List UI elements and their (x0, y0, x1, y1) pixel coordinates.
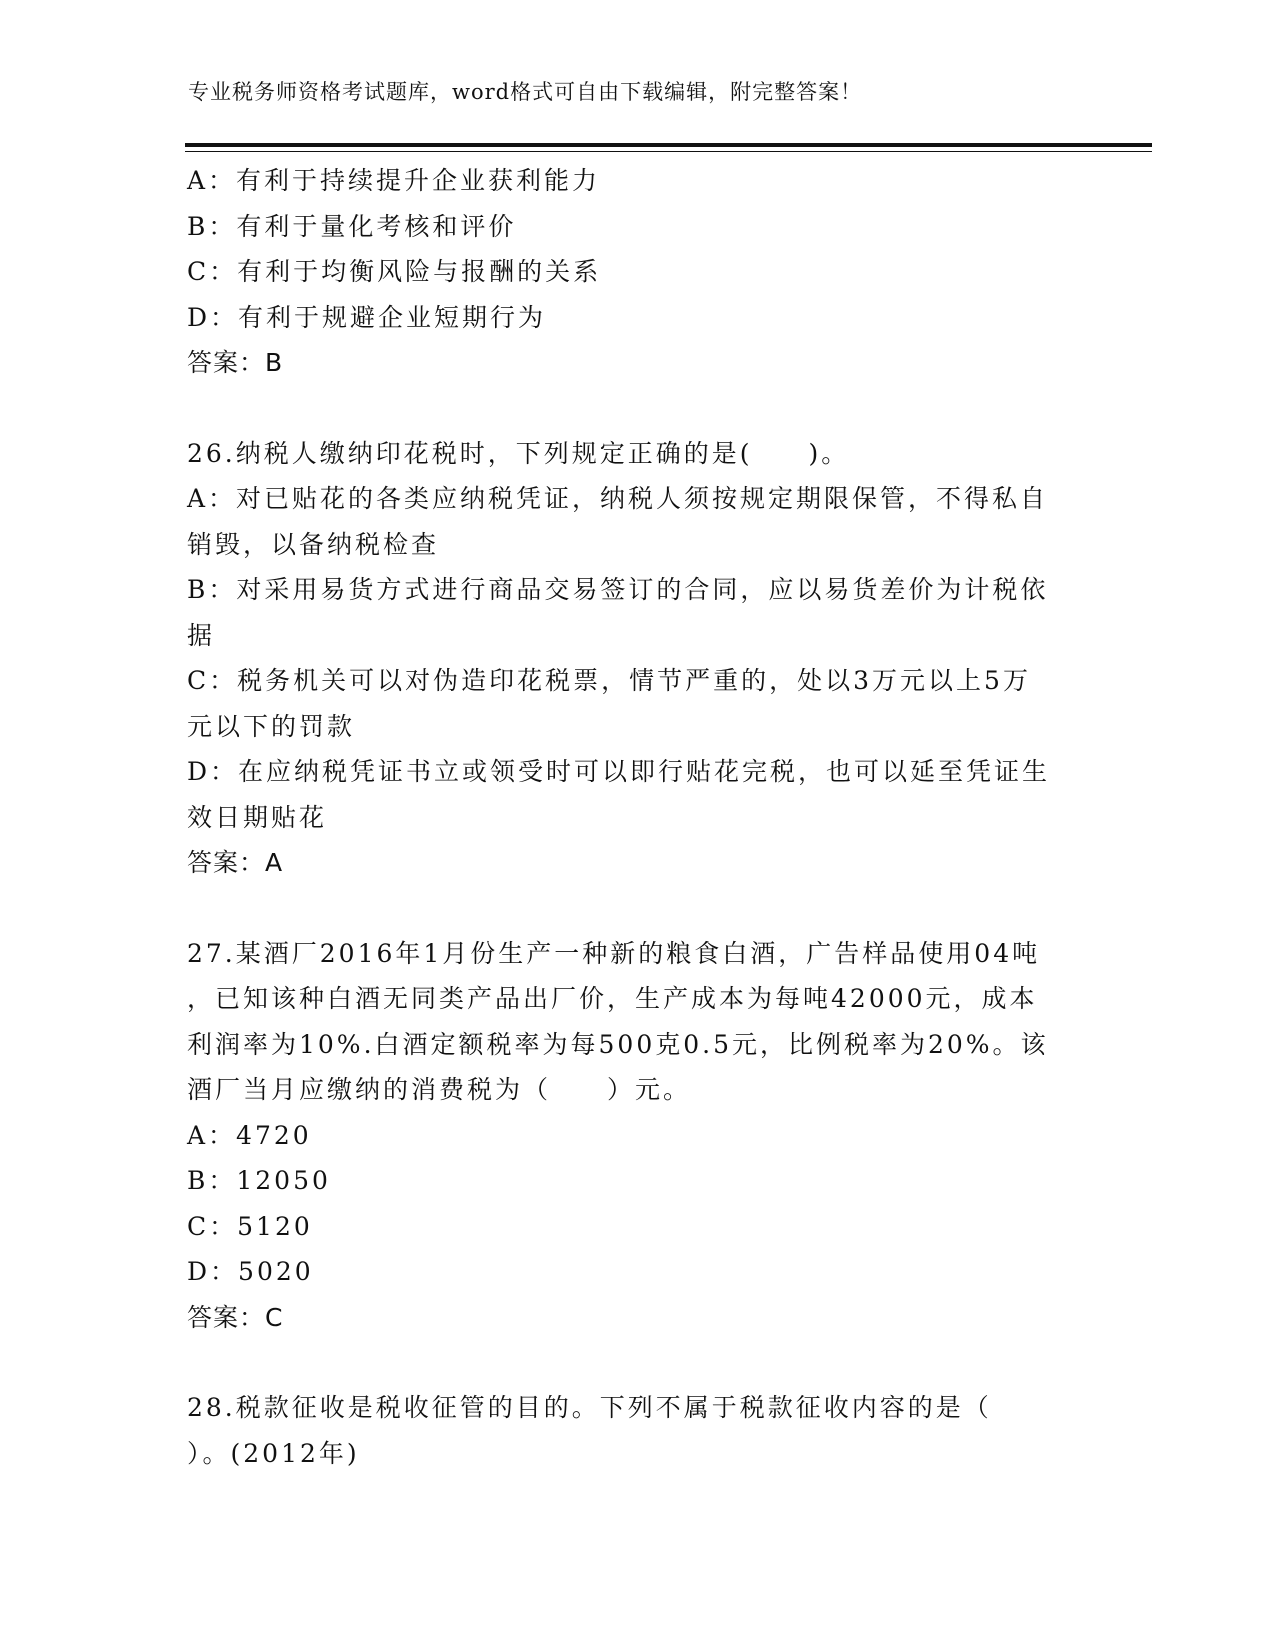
question-28 (187, 1385, 1087, 1476)
question-stem-line-1: 28.税款征收是税收征管的目的。下列不属于税款征收内容的是（ (187, 1393, 992, 1422)
question-content (187, 158, 1087, 1476)
question-stem-line-4: 酒厂当月应缴纳的消费税为（ ）元。 (187, 1075, 692, 1104)
answer-line: 答案：A (187, 848, 284, 877)
option-d-continued: 效日期贴花 (187, 802, 328, 832)
option-c: C：税务机关可以对伪造印花税票，情节严重的，处以3万元以上5万 (187, 666, 1031, 695)
option-d: D：在应纳税凭证书立或领受时可以即行贴花完税，也可以延至凭证生 (187, 757, 1051, 786)
answer-line: 答案：C (187, 1302, 284, 1332)
header-rule-thick (185, 143, 1152, 147)
option-c-continued: 元以下的罚款 (187, 711, 356, 741)
question-26 (187, 431, 1087, 886)
question-stem: 26.纳税人缴纳印花税时，下列规定正确的是( )。 (187, 438, 850, 468)
question-27 (187, 931, 1087, 1341)
spacer (187, 1340, 1087, 1385)
question-stem-line-3: 利润率为10%.白酒定额税率为每500克0.5元，比例税率为20%。该 (187, 1029, 1049, 1059)
option-b-continued: 据 (187, 620, 216, 650)
spacer (187, 386, 1087, 431)
question-stem-line-1: 27.某酒厂2016年1月份生产一种新的粮食白酒，广告样品使用04吨 (187, 938, 1041, 968)
option-b: B：对采用易货方式进行商品交易签订的合同，应以易货差价为计税依 (187, 575, 1049, 604)
option-a: A：有利于持续提升企业获利能力 (187, 166, 601, 195)
option-a: A：对已贴花的各类应纳税凭证，纳税人须按规定期限保管，不得私自 (187, 484, 1049, 513)
option-c: C：有利于均衡风险与报酬的关系 (187, 257, 602, 286)
question-stem-line-2: ）。(2012年) (187, 1438, 360, 1468)
option-b: B：有利于量化考核和评价 (187, 211, 517, 241)
question-stem-line-2: ，已知该种白酒无同类产品出厂价，生产成本为每吨42000元，成本 (187, 984, 1038, 1013)
page-header: 专业税务师资格考试题库，word格式可自由下载编辑，附完整答案！ (188, 80, 863, 104)
answer-line: 答案：B (187, 348, 284, 377)
option-d: D：有利于规避企业短期行为 (187, 302, 547, 332)
spacer (187, 886, 1087, 931)
header-rule-thin (185, 151, 1152, 152)
option-d: D：5020 (187, 1257, 314, 1286)
option-a-continued: 销毁，以备纳税检查 (187, 529, 440, 559)
option-c: C：5120 (187, 1211, 313, 1241)
question-25 (187, 158, 1087, 386)
option-b: B：12050 (187, 1166, 331, 1195)
option-a: A：4720 (187, 1120, 312, 1150)
